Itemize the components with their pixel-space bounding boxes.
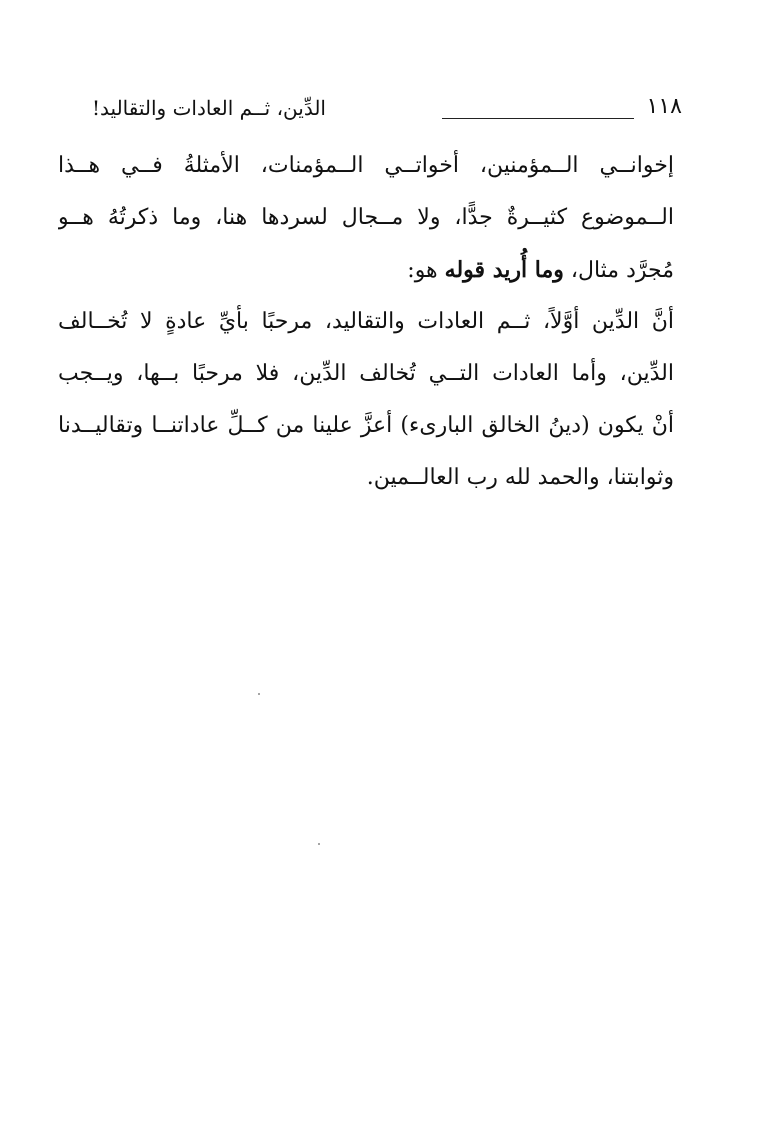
paragraph-1 xyxy=(58,140,674,296)
body-text xyxy=(58,140,674,504)
header-rule xyxy=(442,118,634,119)
scan-speck xyxy=(318,843,320,845)
running-header xyxy=(92,92,682,126)
text-segment: هو: xyxy=(407,258,445,283)
running-header-title: الدِّين، ثــم العادات والتقاليد! xyxy=(92,96,326,120)
text-line: أنَّ الدِّين أوَّلاً، ثــم العادات والتقاليد، مرحبًا بأيِّ عادةٍ لا تُخــالف xyxy=(58,309,674,334)
text-line: الدِّين، وأما العادات التــي تُخالف الدِّين، فلا مرحبًا بــها، ويــجب xyxy=(58,361,674,386)
text-line: وثوابتنا، والحمد لله رب العالــمين. xyxy=(366,465,674,490)
text-line xyxy=(58,244,674,296)
text-segment: مُجرَّد مثال، xyxy=(563,258,674,283)
text-line: إخوانــي الــمؤمنين، أخواتــي الــمؤمنات، الأمثلةُ فــي هــذا xyxy=(58,153,674,178)
text-line: الــموضوع كثيــرةٌ جدًّا، ولا مــجال لسردها هنا، وما ذكرتُهُ هــو xyxy=(58,205,674,230)
bold-text-segment: وما أُريد قوله xyxy=(444,257,564,283)
page-number: ١١٨ xyxy=(646,94,682,119)
text-line: أنْ يكون (دينُ الخالق البارىء) أعزَّ علينا من كــلِّ عاداتنــا وتقاليــدنا xyxy=(58,413,674,438)
scan-speck xyxy=(258,693,260,695)
paragraph-2 xyxy=(58,296,674,504)
